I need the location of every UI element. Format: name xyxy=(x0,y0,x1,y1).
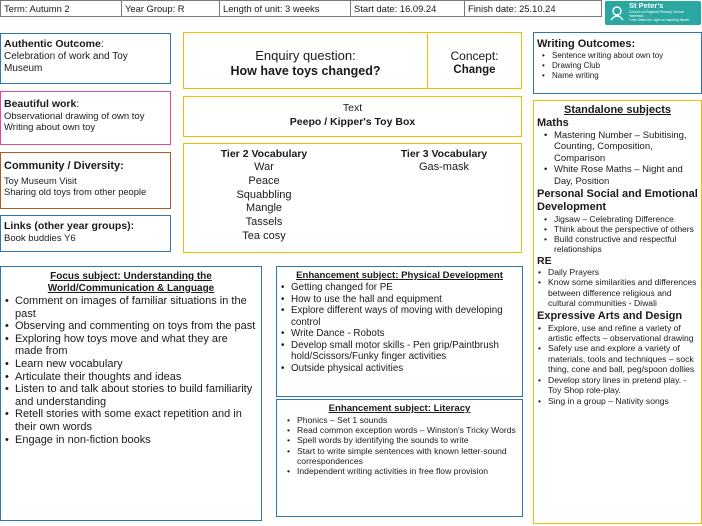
focus-item: • Retell stories with some exact repetition and in their own words xyxy=(4,408,258,433)
literacy-item: • Phonics – Set 1 sounds xyxy=(286,415,519,425)
psed-heading: Personal Social and Emotional Development xyxy=(537,188,698,214)
maths-item: • Mastering Number – Subitising, Counting, Composition, Comparison xyxy=(543,130,698,164)
school-motto: "Lets Shine the Light on Inspiring Minds" xyxy=(629,18,690,22)
text-title: Peepo / Kipper's Toy Box xyxy=(289,116,416,128)
standalone-title: Standalone subjects xyxy=(564,104,671,116)
links-text: Book buddies Y6 xyxy=(4,233,76,244)
community-title: Community / Diversity: xyxy=(4,160,124,172)
tier2-word: Squabbling xyxy=(236,188,292,201)
unit-length-cell: Length of unit: 3 weeks xyxy=(219,0,351,17)
beautiful-work-box: Beautiful work: Observational drawing of own toy Writing about own toy xyxy=(0,91,171,145)
literacy-item: • Independent writing activities in free flow provision xyxy=(286,466,519,476)
community-line-1: Toy Museum Visit xyxy=(4,176,77,186)
text-box xyxy=(183,96,522,137)
physical-development-box xyxy=(276,266,523,397)
focus-title-line-2: World/Communication & Language xyxy=(47,282,215,294)
literacy-item: • Spell words by identifying the sounds to write xyxy=(286,435,519,445)
finish-date-cell: Finish date: 25.10.24 xyxy=(464,0,602,17)
focus-item: • Engage in non-fiction books xyxy=(4,434,258,447)
concept-box xyxy=(427,32,522,89)
writing-item: • Name writing xyxy=(541,71,698,81)
literacy-item: • Start to write simple sentences with known letter-sound correspondences xyxy=(286,446,519,466)
community-line-2: Sharing old toys from other people xyxy=(4,187,147,197)
literacy-title: Enhancement subject: Literacy xyxy=(328,403,471,414)
authentic-outcome-box: Authentic Outcome: Celebration of work and Toy Museum xyxy=(0,33,171,84)
school-location: Harefield xyxy=(629,14,644,18)
physical-item: • How to use the hall and equipment xyxy=(280,294,519,306)
concept-label: Concept: xyxy=(450,49,499,63)
links-box xyxy=(0,215,171,252)
focus-item: • Learn new vocabulary xyxy=(4,358,258,371)
tier3-vocabulary xyxy=(374,148,514,175)
literacy-box xyxy=(276,399,523,517)
authentic-outcome-text: Celebration of work and Toy Museum xyxy=(4,51,128,74)
literacy-item: • Read common exception words – Winston's Tricky Words xyxy=(286,425,519,435)
physical-item: • Explore different ways of moving with developing control xyxy=(280,305,519,328)
tier2-word: War xyxy=(254,161,274,173)
re-heading: RE xyxy=(537,255,552,268)
vocabulary-box xyxy=(183,143,522,253)
physical-item: • Develop small motor skills - Pen grip/Paintbrush hold/Scissors/Funky finger activities xyxy=(280,340,519,363)
community-diversity-box xyxy=(0,152,171,209)
school-crest-icon xyxy=(608,4,626,22)
psed-item: • Jigsaw – Celebrating Difference xyxy=(543,214,698,224)
re-item: • Daily Prayers xyxy=(537,267,698,277)
concept-value: Change xyxy=(453,64,496,76)
school-subtitle: Church of England Primary School xyxy=(629,10,685,14)
writing-item: • Sentence writing about own toy xyxy=(541,51,698,61)
ead-item: • Develop story lines in pretend play. - Toy Shop role-play. xyxy=(537,375,698,396)
physical-item: • Outside physical activities xyxy=(280,363,519,375)
year-group-cell: Year Group: R xyxy=(121,0,220,17)
focus-item: • Articulate their thoughts and ideas xyxy=(4,371,258,384)
start-date-cell: Start date: 16.09.24 xyxy=(350,0,465,17)
focus-item: • Listen to and talk about stories to build familiarity and understanding xyxy=(4,383,258,408)
links-title: Links (other year groups): xyxy=(4,220,135,232)
focus-title-line-1: Focus subject: Understanding the xyxy=(50,271,212,282)
ead-item: • Sing in a group – Nativity songs xyxy=(537,396,698,406)
focus-item: • Comment on images of familiar situations in the past xyxy=(4,295,258,320)
tier3-title: Tier 3 Vocabulary xyxy=(400,148,488,160)
enquiry-question: How have toys changed? xyxy=(230,64,381,78)
ead-heading: Expressive Arts and Design xyxy=(537,309,683,322)
ead-item: • Explore, use and refine a variety of artistic effects – observational drawing xyxy=(537,323,698,344)
physical-item: • Getting changed for PE xyxy=(280,282,519,294)
standalone-subjects-box xyxy=(533,100,702,524)
focus-item: • Exploring how toys move and what they are made from xyxy=(4,333,258,358)
ead-item: • Safely use and explore a variety of materials, tools and techniques – sock thing, cone and ball, peg/spoon dollies xyxy=(537,343,698,374)
focus-item: • Observing and commenting on toys from the past xyxy=(4,320,258,333)
enquiry-label: Enquiry question: xyxy=(255,48,356,63)
maths-heading: Maths xyxy=(537,117,569,129)
focus-subject-box xyxy=(0,266,262,521)
tier2-word: Tassels xyxy=(245,216,283,229)
maths-item: • White Rose Maths – Night and Day, Position xyxy=(543,164,698,187)
text-label: Text xyxy=(342,102,363,114)
tier2-word: Tea cosy xyxy=(242,229,286,242)
psed-item: • Think about the perspective of others xyxy=(543,224,698,234)
enquiry-question-box xyxy=(183,32,428,89)
psed-item: • Build constructive and respectful relationships xyxy=(543,234,698,254)
physical-title: Enhancement subject: Physical Development xyxy=(296,270,503,281)
school-name: St Peter's xyxy=(629,1,664,10)
term-cell: Term: Autumn 2 xyxy=(0,0,122,17)
beautiful-work-line-2: Writing about own toy xyxy=(4,122,96,133)
writing-outcomes-box xyxy=(533,32,702,94)
tier3-word: Gas-mask xyxy=(418,161,470,173)
physical-item: • Write Dance - Robots xyxy=(280,328,519,340)
re-item: • Know some similarities and differences between difference religious and cultural communities - Diwali xyxy=(537,277,698,308)
authentic-outcome-title: Authentic Outcome xyxy=(4,38,101,50)
tier2-title: Tier 2 Vocabulary xyxy=(220,148,308,160)
school-logo xyxy=(605,1,701,25)
beautiful-work-title: Beautiful work xyxy=(4,98,77,110)
tier2-word: Peace xyxy=(248,174,280,187)
beautiful-work-line-1: Observational drawing of own toy xyxy=(4,111,145,122)
writing-title: Writing Outcomes: xyxy=(537,38,636,50)
writing-item: • Drawing Club xyxy=(541,61,698,71)
tier2-vocabulary xyxy=(184,148,344,244)
tier2-word: Mangle xyxy=(245,202,283,215)
